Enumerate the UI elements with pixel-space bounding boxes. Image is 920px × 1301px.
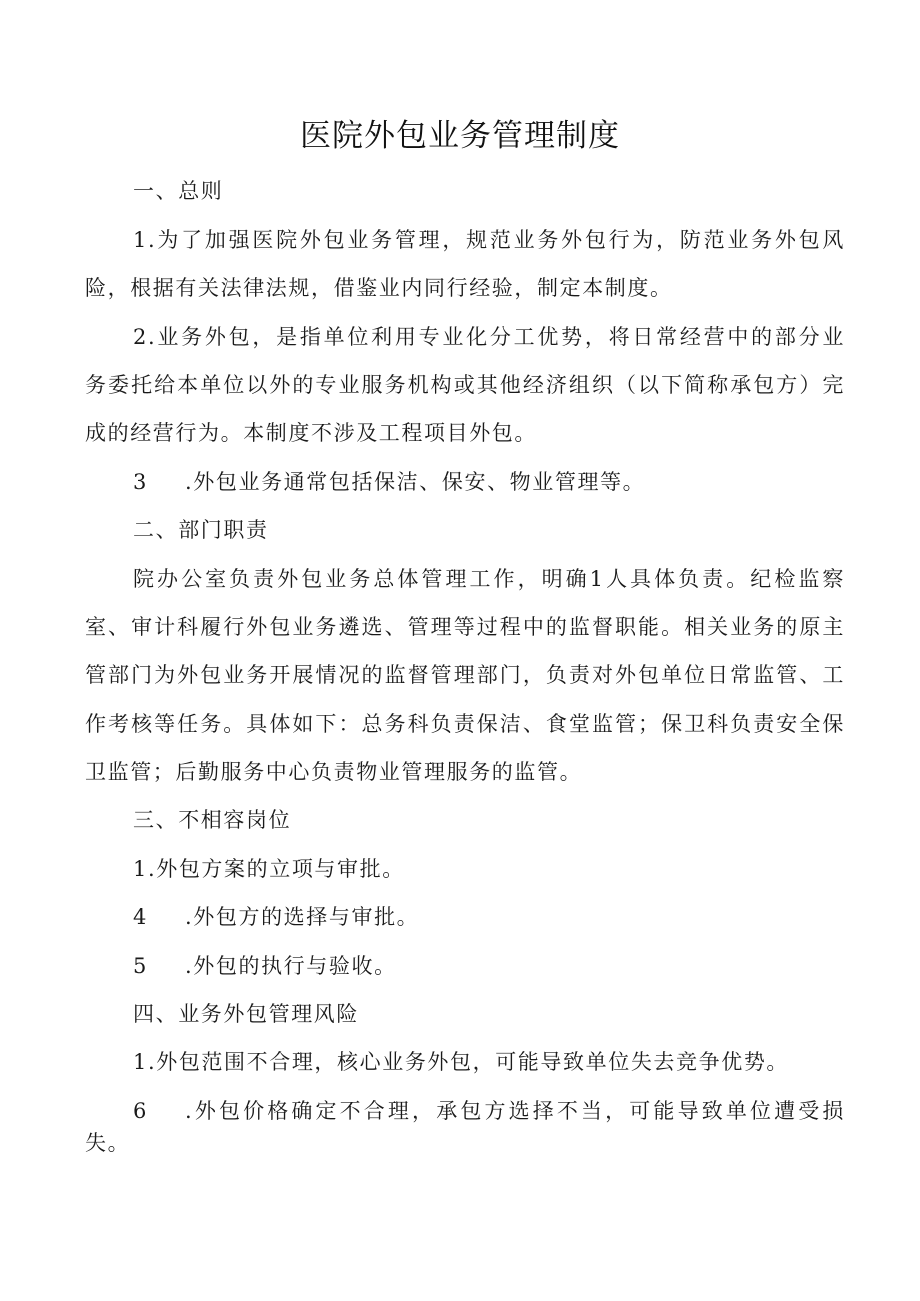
document-title: 医院外包业务管理制度 (300, 118, 620, 154)
list-item-number: 6 (133, 1099, 148, 1123)
list-item (133, 902, 845, 932)
paragraph-line: 室、审计科履行外包业务遴选、管理等过程中的监督职能。相关业务的原主 (85, 615, 845, 639)
section-heading-risks: 四、业务外包管理风险 (133, 1002, 359, 1026)
list-item: 1.外包方案的立项与审批。 (133, 857, 405, 881)
section-heading-general: 一、总则 (133, 179, 224, 203)
paragraph-line: 作考核等任务。具体如下：总务科负责保洁、食堂监管；保卫科负责安全保 (85, 712, 845, 736)
section-heading-responsibilities: 二、部门职责 (133, 518, 269, 542)
paragraph-line: 2.业务外包，是指单位利用专业化分工优势，将日常经营中的部分业 (133, 325, 845, 349)
list-item-number: 3 (133, 470, 148, 494)
list-item (133, 951, 845, 981)
paragraph-line: 管部门为外包业务开展情况的监督管理部门，负责对外包单位日常监管、工 (85, 663, 845, 687)
list-item-text: .外包价格确定不合理，承包方选择不当，可能导致单位遭受损 (185, 1099, 845, 1123)
paragraph-line: 务委托给本单位以外的专业服务机构或其他经济组织（以下简称承包方）完 (85, 373, 845, 397)
list-item-text: .外包方的选择与审批。 (185, 905, 420, 929)
section-heading-incompatible-posts: 三、不相容岗位 (133, 808, 292, 832)
list-item (133, 1096, 845, 1126)
paragraph-line: 失。 (85, 1131, 131, 1155)
list-item-number: 4 (133, 905, 148, 929)
list-item-text: .外包业务通常包括保洁、保安、物业管理等。 (185, 470, 646, 494)
paragraph-line: 院办公室负责外包业务总体管理工作，明确1人具体负责。纪检监察 (133, 567, 845, 591)
list-item (133, 467, 845, 497)
list-item-text: .外包的执行与验收。 (185, 954, 397, 978)
paragraph-line: 成的经营行为。本制度不涉及工程项目外包。 (85, 421, 537, 445)
list-item-number: 5 (133, 954, 148, 978)
paragraph-line: 1.为了加强医院外包业务管理，规范业务外包行为，防范业务外包风 (133, 228, 845, 252)
paragraph-line: 险，根据有关法律法规，借鉴业内同行经验，制定本制度。 (85, 276, 673, 300)
paragraph-line: 卫监管；后勤服务中心负责物业管理服务的监管。 (85, 760, 583, 784)
list-item: 1.外包范围不合理，核心业务外包，可能导致单位失去竞争优势。 (133, 1050, 790, 1074)
